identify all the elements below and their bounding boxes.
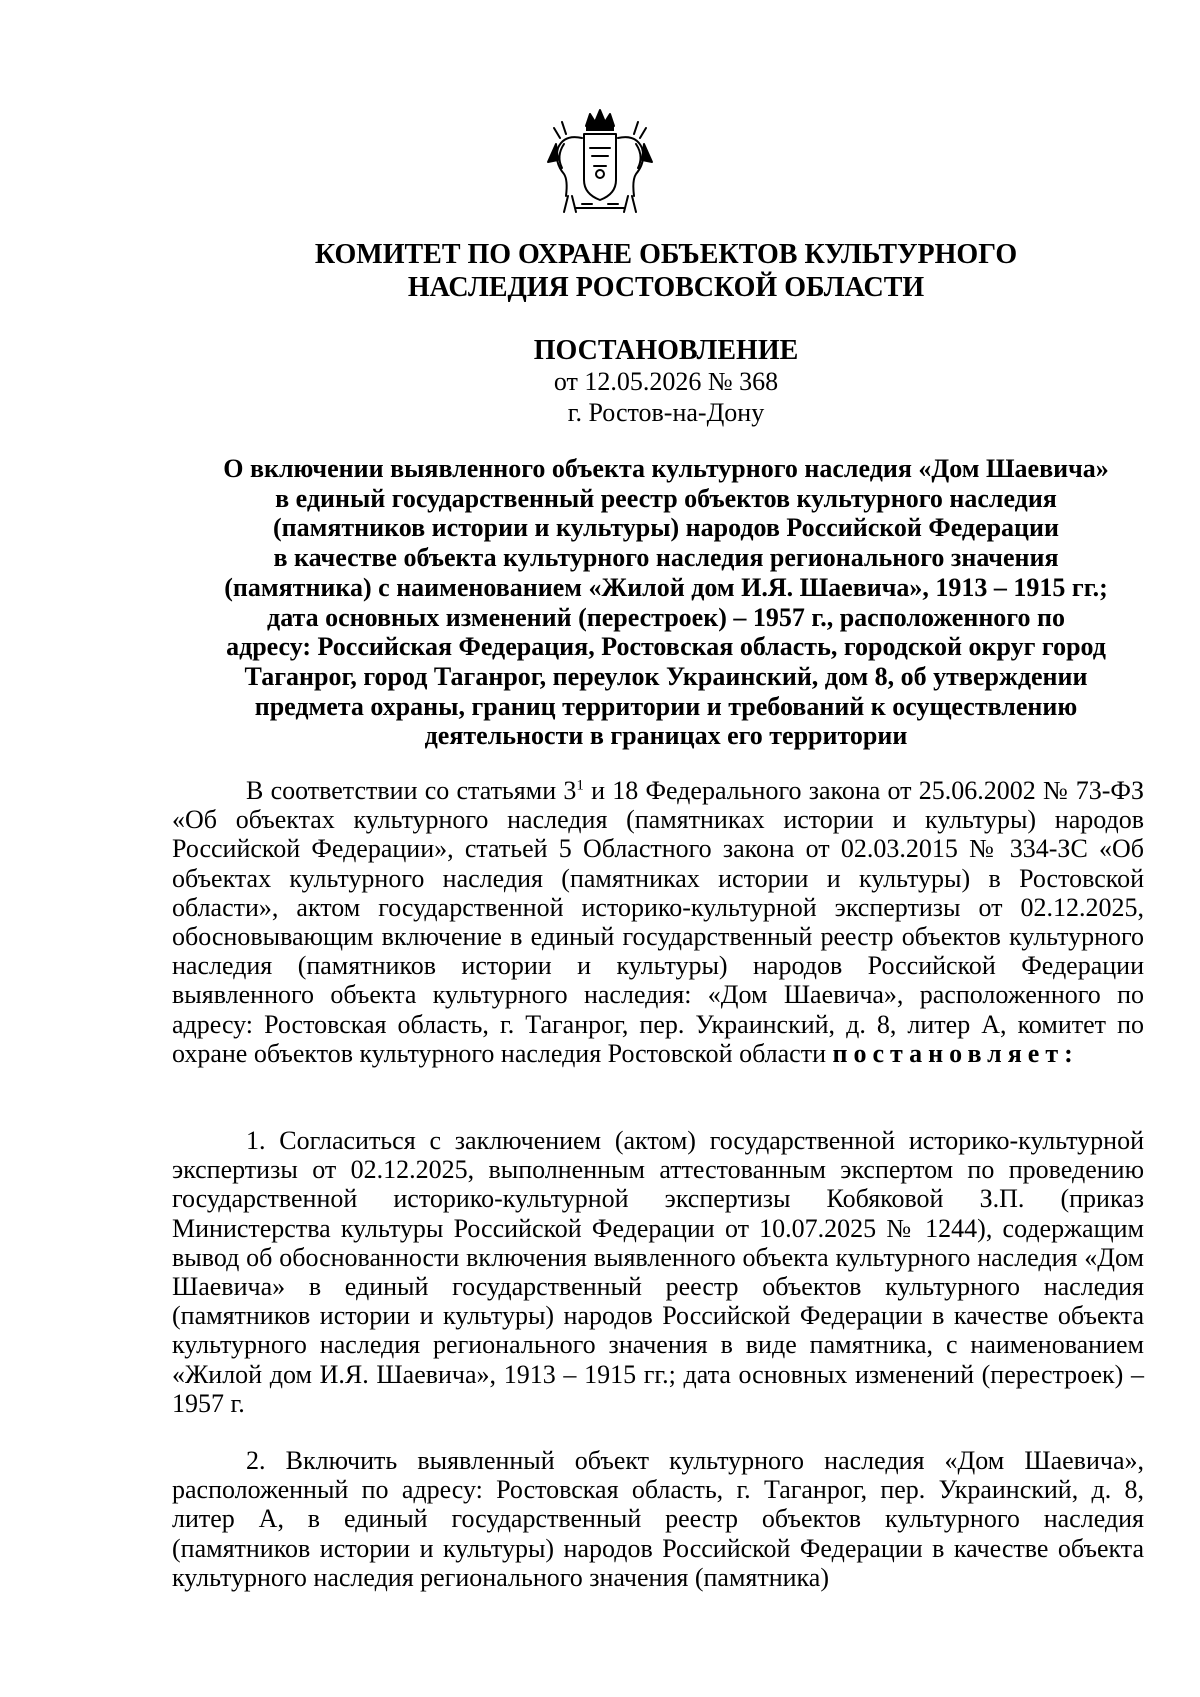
document-place: г. Ростов-на-Дону [567,398,765,427]
committee-name [170,238,1162,304]
title-line: Таганрог, город Таганрог, переулок Украинский, дом 8, об утверждении [244,661,1088,691]
title-line: предмета охраны, границ территории и требований к осуществлению [254,691,1078,721]
clause-2 [172,1446,1144,1592]
title-line: (памятника) с наименованием «Жилой дом И.Я. Шаевича», 1913 – 1915 гг.; [224,572,1108,602]
clause-1-text: 1. Согласиться с заключением (актом) государственной историко-культурной экспертизы от 02.12.2025, выполненным аттестованным экспертом по проведению государственной историко-культурной экспертизы Кобяковой З.П. (приказ Министерства культуры Российской Федерации от 10.07.2025 № 1244), содержащим вывод об обоснованности включения выявленного объекта культурного наследия «Дом Шаевича» в единый государственный реестр объектов культурного наследия (памятников истории и культуры) народов Российской Федерации в качестве объекта культурного наследия регионального значения в виде памятника, с наименованием «Жилой дом И.Я. Шаевича», 1913 – 1915 гг.; дата основных изменений (перестроек) – 1957 г. [172,1126,1144,1418]
committee-name-line: КОМИТЕТ ПО ОХРАНЕ ОБЪЕКТОВ КУЛЬТУРНОГО [314,239,1018,270]
title-line: в качестве объекта культурного наследия регионального значения [273,543,1059,573]
clause-2-text: 2. Включить выявленный объект культурного наследия «Дом Шаевича», расположенный по адресу: Ростовская область, г. Таганрог, пер. Украинский, д. 8, литер А, в единый государственный реестр объектов культурного наследия (памятников истории и культуры) народов Российской Федерации в качестве объекта культурного наследия регионального значения (памятника) [172,1446,1144,1592]
document-title [170,454,1162,751]
document-meta [170,366,1162,428]
coat-of-arms-icon [542,104,658,220]
title-line: (памятников истории и культуры) народов Российской Федерации [273,513,1059,543]
title-line: в единый государственный реестр объектов культурного наследия [275,483,1057,513]
clause-1 [172,1126,1144,1418]
title-line: О включении выявленного объекта культурного наследия «Дом Шаевича» [223,454,1109,483]
preamble-text: и 18 Федерального закона от 25.06.2002 № 73-ФЗ «Об объектах культурного наследия (памятниках истории и культуры) народов Российской Федерации», статьей 5 Областного закона от 02.03.2015 № 334-ЗС «Об объектах культурного наследия (памятниках истории и культуры) в Ростовской области», актом государственной историко-культурной экспертизы от 02.12.2025, обосновывающим включение в единый государственный реестр объектов культурного наследия (памятников истории и культуры) народов Российской Федерации выявленного объекта культурного наследия: «Дом Шаевича», расположенного по адресу: Ростовская область, г. Таганрог, пер. Украинский, д. 8, литер А, комитет по охране объектов культурного наследия Ростовской области [172,776,1144,1068]
title-line: деятельности в границах его территории [424,721,908,751]
document-number: от 12.05.2026 № 368 [553,367,779,396]
preamble-paragraph [172,776,1144,1068]
title-line: адресу: Российская Федерация, Ростовская область, городской округ город [226,632,1106,662]
resolves-word: постановляет: [832,1038,1079,1068]
title-line: дата основных изменений (перестроек) – 1957 г., расположенного по [267,602,1065,632]
document-type: ПОСТАНОВЛЕНИЕ [533,335,799,366]
preamble-text-start: В соответствии со статьями 3 [246,776,577,805]
article-superscript: 1 [576,777,584,794]
coat-of-arms-emblem [542,104,658,220]
committee-name-line: НАСЛЕДИЯ РОСТОВСКОЙ ОБЛАСТИ [407,272,925,303]
